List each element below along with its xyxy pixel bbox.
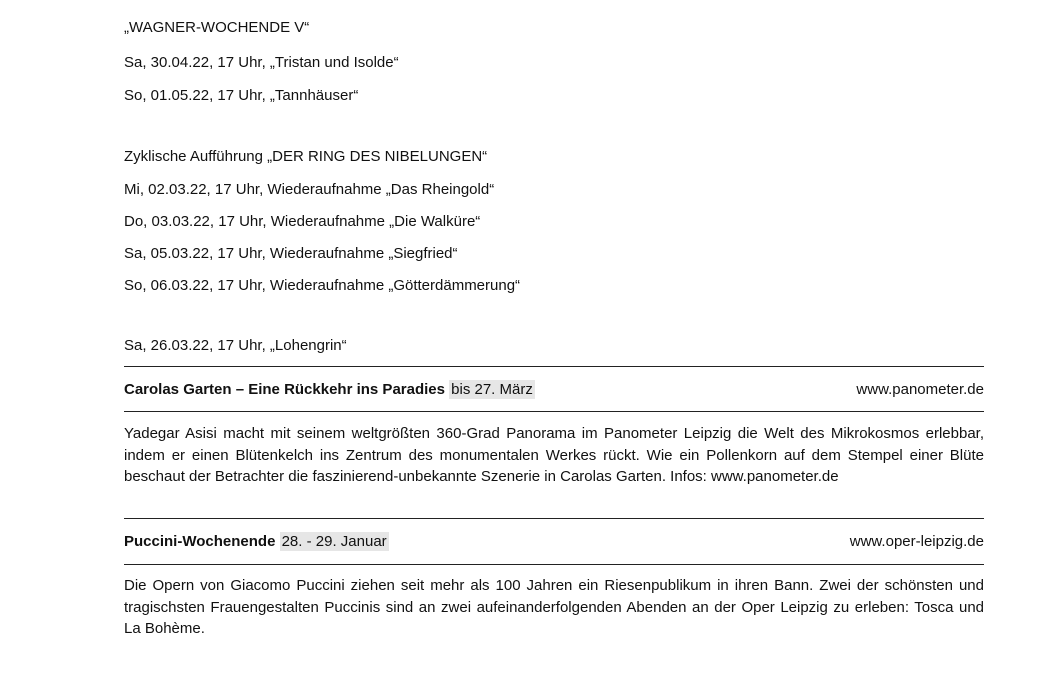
event-line: So, 06.03.22, 17 Uhr, Wiederaufnahme „Götterdämmerung“ bbox=[124, 277, 521, 294]
wagner-weekend-heading: „WAGNER-WOCHENDE V“ bbox=[124, 19, 310, 36]
puccini-title: Puccini-Wochenende bbox=[124, 532, 276, 550]
section-divider bbox=[124, 564, 984, 565]
event-line: Mi, 02.03.22, 17 Uhr, Wiederaufnahme „Das Rheingold“ bbox=[124, 181, 495, 198]
puccini-url[interactable]: www.oper-leipzig.de bbox=[849, 532, 984, 550]
carolas-url[interactable]: www.panometer.de bbox=[856, 380, 984, 398]
section-divider bbox=[124, 366, 984, 367]
event-line: Sa, 05.03.22, 17 Uhr, Wiederaufnahme „Siegfried“ bbox=[124, 245, 458, 262]
carolas-title: Carolas Garten – Eine Rückkehr ins Paradies bbox=[124, 380, 445, 398]
event-line: Do, 03.03.22, 17 Uhr, Wiederaufnahme „Die Walküre“ bbox=[124, 213, 481, 230]
carolas-description: Yadegar Asisi macht mit seinem weltgrößten 360-Grad Panorama im Panometer Leipzig die Welt des Mikrokosmos erlebbar, indem er einen Blütenkelch ins Zentrum des monumentalen Werkes rückt. Wie ein Pollenkorn auf dem Stempel einer Blüte beschaut der Betrachter die faszinierend-unbekannte Szenerie in Carolas Garten. Infos: www.panometer.de bbox=[124, 425, 984, 485]
carolas-title-group bbox=[124, 381, 535, 398]
carolas-header bbox=[124, 378, 984, 400]
puccini-header bbox=[124, 530, 984, 552]
section-divider bbox=[124, 518, 984, 519]
puccini-description: Die Opern von Giacomo Puccini ziehen seit mehr als 100 Jahren ein Riesenpublikum in ihren Bann. Zwei der schönsten und tragischsten Frauengestalten Puccinis sind an zwei aufeinanderfolgenden Abenden an der Oper Leipzig zu erleben: Tosca und La Bohème. bbox=[124, 577, 984, 637]
puccini-date: 28. - 29. Januar bbox=[281, 532, 387, 550]
event-line: So, 01.05.22, 17 Uhr, „Tannhäuser“ bbox=[124, 87, 359, 104]
puccini-title-group bbox=[124, 533, 389, 550]
document-page bbox=[124, 0, 984, 675]
carolas-date: bis 27. März bbox=[451, 380, 533, 398]
event-line: Sa, 30.04.22, 17 Uhr, „Tristan und Isolde“ bbox=[124, 54, 399, 71]
ring-heading: Zyklische Aufführung „DER RING DES NIBELUNGEN“ bbox=[124, 148, 488, 165]
section-divider bbox=[124, 411, 984, 412]
event-line: Sa, 26.03.22, 17 Uhr, „Lohengrin“ bbox=[124, 337, 347, 354]
